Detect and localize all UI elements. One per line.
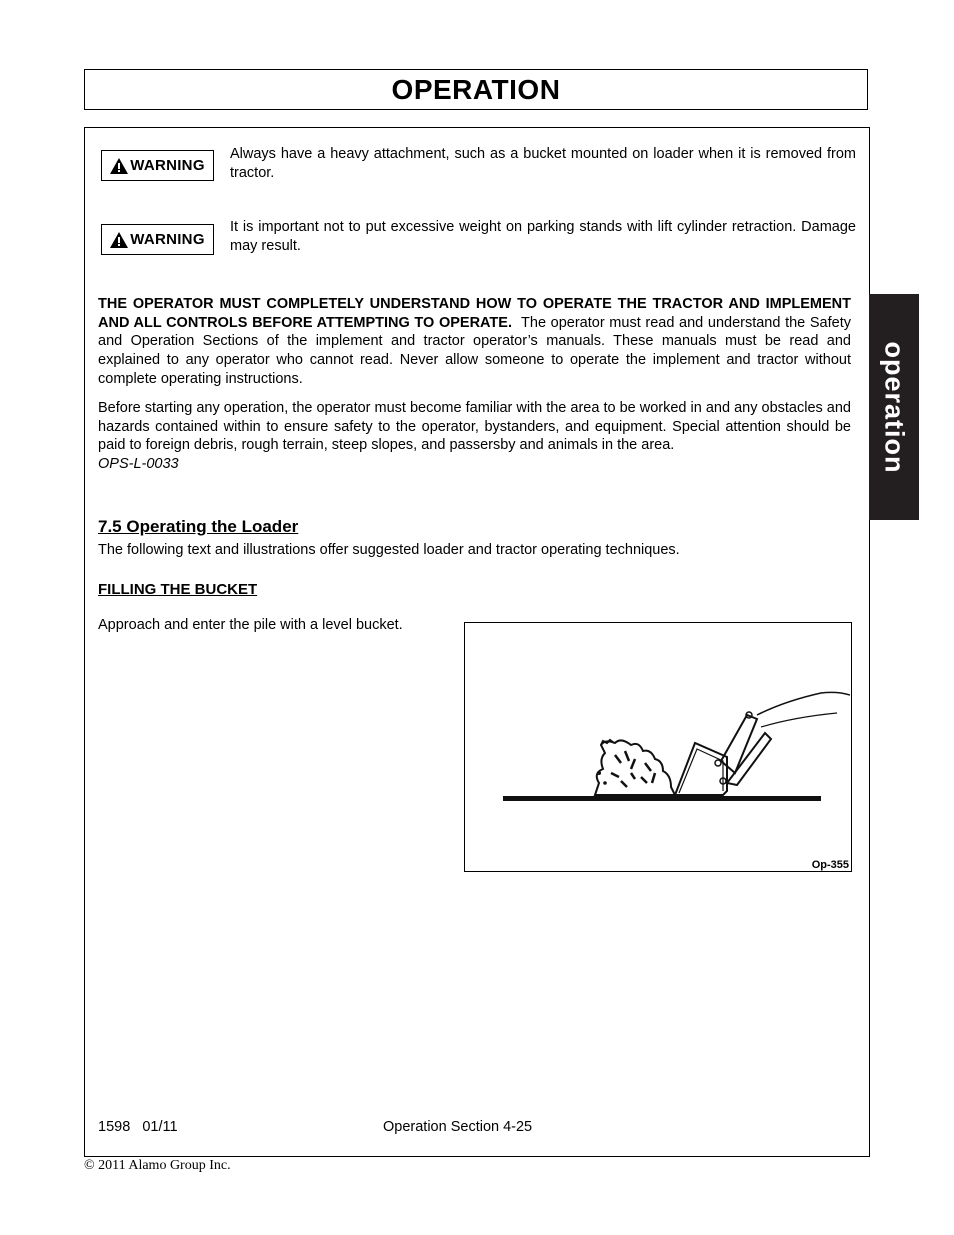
warning-text: Always have a heavy attachment, such as a bucket mounted on loader when it is removed from tractor. [230,146,856,181]
warning-triangle-icon [110,232,128,248]
warning-badge-label: WARNING [130,157,205,174]
operator-notice-bold: THE OPERATOR MUST COMPLETELY UNDERSTAND HOW TO OPERATE THE TRACTOR AND IMPLEMENT AND ALL CONTROLS BEFORE ATTEMPTING TO OPERATE. [98,296,851,331]
warning-badge-label: WARNING [130,231,205,248]
operator-notice-paragraph [98,295,851,389]
operator-notice-text: The operator must read and understand the Safety and Operation Sections of the implement and tractor operator’s manuals. These manuals must be read and explained to any operator who cannot read. Never allow someone to operate the implement and tractor without complete operating instructions. [98,314,851,387]
side-tab-label: operation [879,340,910,474]
familiarization-paragraph [98,399,851,474]
page-title: OPERATION [391,73,561,105]
section-intro: The following text and illustrations offer suggested loader and tractor operating techniques. [98,542,680,558]
document-code: 1598 01/11 [98,1119,178,1135]
section-heading: 7.5 Operating the Loader [98,517,299,536]
warning-badge [101,224,214,255]
figure-label: Op-355 [811,859,849,871]
loader-illustration [464,622,852,872]
instruction-text: Approach and enter the pile with a level bucket. [98,617,403,633]
copyright: © 2011 Alamo Group Inc. [84,1158,231,1173]
section-side-tab [869,294,919,520]
page-number: Operation Section 4-25 [383,1119,533,1135]
subsection-heading: FILLING THE BUCKET [98,581,258,598]
loader-bucket-drawing [465,623,850,870]
page-header [84,69,868,110]
warning-text: It is important not to put excessive weight on parking stands with lift cylinder retraction. Damage may result. [230,219,856,254]
familiarization-text: Before starting any operation, the operator must become familiar with the area to be worked in and any obstacles and hazards contained within to ensure safety to the operator, bystanders, and equipment. Special attention should be paid to foreign debris, rough terrain, steep slopes, and passersby and animals in the area. [98,400,851,454]
reference-code: OPS-L-0033 [98,456,179,473]
warning-badge [101,150,214,181]
warning-triangle-icon [110,158,128,174]
